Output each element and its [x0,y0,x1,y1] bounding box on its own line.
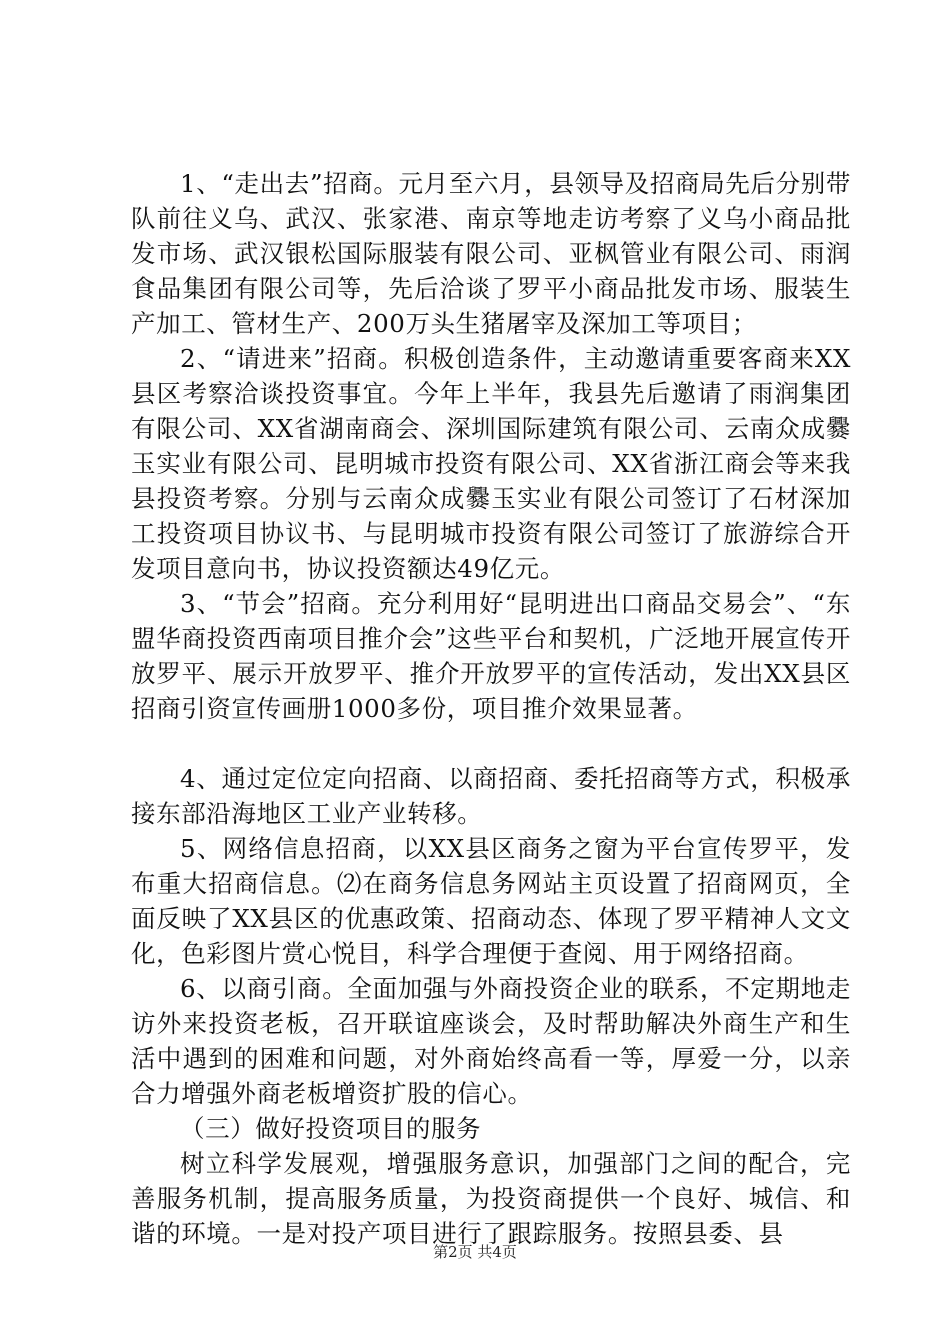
paragraph-5: 5、网络信息招商，以XX县区商务之窗为平台宣传罗平，发布重大招商信息。⑵在商务信息务网站主页设置了招商网页，全面反映了XX县区的优惠政策、招商动态、体现了罗平精神人文文化，色彩图片赏心悦目，科学合理便于查阅、用于网络招商。 [131,834,851,968]
document-body [131,166,851,1251]
page-footer: 第2页 共4页 [433,1243,517,1261]
paragraph-6: 6、以商引商。全面加强与外商投资企业的联系，不定期地走访外来投资老板，召开联谊座谈会，及时帮助解决外商生产和生活中遇到的困难和问题，对外商始终高看一等，厚爱一分，以亲合力增强外商老板增资扩股的信心。 [131,974,851,1108]
section-heading: （三）做好投资项目的服务 [180,1114,482,1143]
paragraph-3: 3、“节会”招商。充分利用好“昆明进出口商品交易会”、“东盟华商投资西南项目推介会”这些平台和契机，广泛地开展宣传开放罗平、展示开放罗平、推介开放罗平的宣传活动，发出XX县区招商引资宣传画册1000多份，项目推介效果显著。 [131,589,851,723]
paragraph-4: 4、通过定位定向招商、以商招商、委托招商等方式，积极承接东部沿海地区工业产业转移。 [131,764,851,828]
paragraph-1: 1、“走出去”招商。元月至六月，县领导及招商局先后分别带队前往义乌、武汉、张家港、南京等地走访考察了义乌小商品批发市场、武汉银松国际服装有限公司、亚枫管业有限公司、雨润食品集团有限公司等，先后洽谈了罗平小商品批发市场、服装生产加工、管材生产、200万头生猪屠宰及深加工等项目； [131,169,851,338]
paragraph-2: 2、“请进来”招商。积极创造条件，主动邀请重要客商来XX县区考察洽谈投资事宜。今年上半年，我县先后邀请了雨润集团有限公司、XX省湖南商会、深圳国际建筑有限公司、云南众成爨玉实业有限公司、昆明城市投资有限公司、XX省浙江商会等来我县投资考察。分别与云南众成爨玉实业有限公司签订了石材深加工投资项目协议书、与昆明城市投资有限公司签订了旅游综合开发项目意向书，协议投资额达49亿元。 [131,344,851,583]
paragraph-7: 树立科学发展观，增强服务意识，加强部门之间的配合，完善服务机制，提高服务质量，为投资商提供一个良好、城信、和谐的环境。一是对投产项目进行了跟踪服务。按照县委、县 [131,1149,851,1248]
